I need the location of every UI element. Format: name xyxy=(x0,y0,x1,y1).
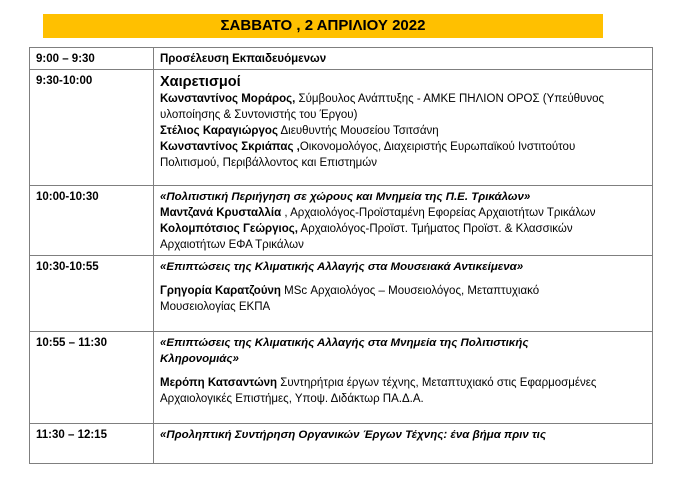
session-title: «Επιπτώσεις της Κλιματικής Αλλαγής στα Μουσειακά Αντικείμενα» xyxy=(160,261,524,273)
schedule-row xyxy=(30,186,653,256)
session-title: «Επιπτώσεις της Κλιματικής Αλλαγής στα Μνημεία της Πολιτιστικής xyxy=(160,337,529,349)
schedule-row xyxy=(30,48,653,70)
speaker-role: Μουσειολογίας ΕΚΠΑ xyxy=(160,301,271,313)
time-cell: 9:00 – 9:30 xyxy=(30,48,154,70)
session-title: «Πολιτιστική Περιήγηση σε χώρους και Μνημεία της Π.Ε. Τρικάλων» xyxy=(160,191,531,203)
speaker-role: , Αρχαιολόγος-Προϊσταμένη Εφορείας Αρχαιοτήτων Τρικάλων xyxy=(281,207,596,219)
session-title: Χαιρετισμοί xyxy=(160,74,241,90)
speaker-role: MSc Αρχαιολόγος – Μουσειολόγος, Μεταπτυχιακό xyxy=(280,285,540,297)
speaker-role: Πολιτισμού, Περιβάλλοντος και Επιστημών xyxy=(160,157,378,169)
schedule-row xyxy=(30,332,653,424)
speaker-name: Στέλιος Καραγιώργος xyxy=(160,125,278,137)
speaker-role: Σύμβουλος Ανάπτυξης - ΑΜΚΕ ΠΗΛΙΟΝ ΟΡΟΣ (Υπεύθυνος xyxy=(295,93,605,105)
speaker-name: Μαντζανά Κρυσταλλία xyxy=(160,207,282,219)
schedule-row xyxy=(30,256,653,332)
time-cell: 9:30-10:00 xyxy=(30,70,154,186)
session-cell xyxy=(154,256,653,332)
session-cell xyxy=(154,48,653,70)
speaker-name: Κολομπότσιος Γεώργιος, xyxy=(160,223,298,235)
speaker-name: Μερόπη Κατσαντώνη xyxy=(160,377,278,389)
time-cell: 11:30 – 12:15 xyxy=(30,424,154,464)
session-cell xyxy=(154,70,653,186)
session-cell xyxy=(154,424,653,464)
speaker-role: Αρχαιολόγος-Προϊστ. Τμήματος Προϊστ. & Κλασσικών xyxy=(297,223,573,235)
time-cell: 10:00-10:30 xyxy=(30,186,154,256)
session-title: Προσέλευση Εκπαιδευόμενων xyxy=(160,53,327,65)
speaker-role: υλοποίησης & Συντονιστής του Έργου) xyxy=(160,109,358,121)
speaker-role: Συντηρήτρια έργων τέχνης, Μεταπτυχιακό στις Εφαρμοσμένες xyxy=(277,377,597,389)
date-banner: ΣΑΒΒΑΤΟ , 2 ΑΠΡΙΛΙΟΥ 2022 xyxy=(43,14,603,38)
speaker-name: Κωνσταντίνος Σκριάπας , xyxy=(160,141,300,153)
schedule-row xyxy=(30,424,653,464)
time-cell: 10:55 – 11:30 xyxy=(30,332,154,424)
speaker-role: Διευθυντής Μουσείου Τσιτσάνη xyxy=(277,125,439,137)
speaker-role: Αρχαιοτήτων ΕΦΑ Τρικάλων xyxy=(160,239,304,251)
speaker-role: Αρχαιολογικές Επιστήμες, Υποψ. Διδάκτωρ ΠΑ.Δ.Α. xyxy=(160,393,424,405)
speaker-name: Γρηγορία Καρατζούνη xyxy=(160,285,281,297)
schedule-row xyxy=(30,70,653,186)
session-cell xyxy=(154,332,653,424)
session-title: «Προληπτική Συντήρηση Οργανικών Έργων Τέχνης: ένα βήμα πριν τις xyxy=(160,429,546,441)
speaker-role: Οικονομολόγος, Διαχειριστής Ευρωπαϊκού Ινστιτούτου xyxy=(299,141,576,153)
speaker-name: Κωνσταντίνος Μοράρος, xyxy=(160,93,296,105)
time-cell: 10:30-10:55 xyxy=(30,256,154,332)
session-cell xyxy=(154,186,653,256)
schedule-table xyxy=(29,47,653,464)
session-title: Κληρονομιάς» xyxy=(160,353,239,365)
